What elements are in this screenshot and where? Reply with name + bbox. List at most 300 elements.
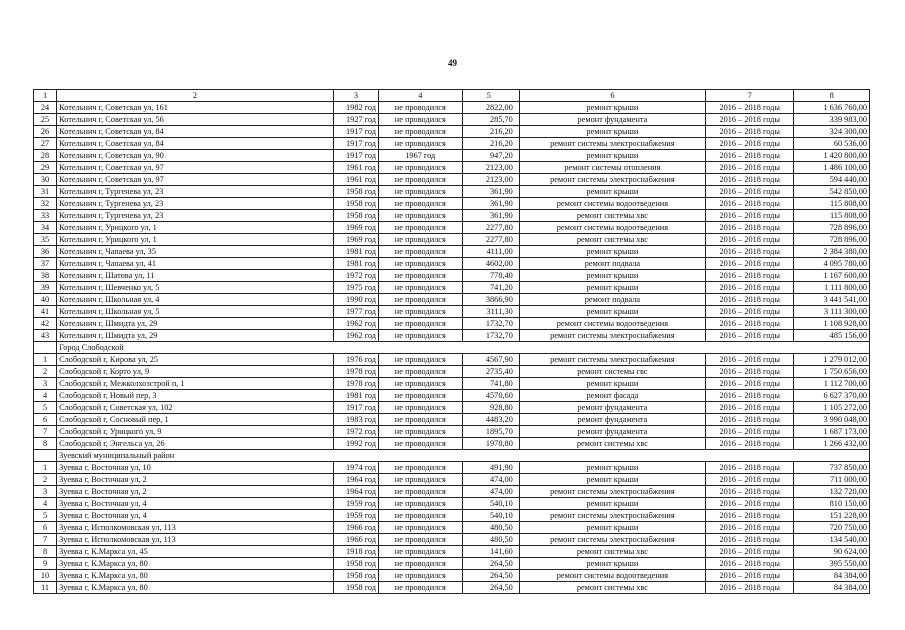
cell-repair-type: ремонт крыши [519,474,705,486]
cell-period: 2016 – 2018 годы [705,438,794,450]
cell-row-number: 33 [34,210,57,222]
table-row [34,474,870,486]
cell-address: Зуевка г, Восточная ул, 4 [57,498,334,510]
table-row [34,366,870,378]
cell-build-year: 1977 год [333,306,378,318]
cell-period: 2016 – 2018 годы [705,198,794,210]
cell-build-year: 1978 год [333,366,378,378]
cell-last-repair: не проводился [379,534,462,546]
cell-area: 285,70 [462,114,519,126]
cell-address: Котельнич г, Советская ул, 56 [57,114,334,126]
cell-area: 1732,70 [462,318,519,330]
table-row [34,546,870,558]
cell-last-repair: не проводился [379,390,462,402]
cell-address: Зуевка г, К.Маркса ул, 80 [57,570,334,582]
cell-build-year: 1981 год [333,390,378,402]
cell-area: 2123,00 [462,174,519,186]
cell-area: 778,40 [462,270,519,282]
cell-period: 2016 – 2018 годы [705,462,794,474]
cell-area: 540,10 [462,510,519,522]
cell-row-number: 31 [34,186,57,198]
cell-build-year: 1959 год [333,510,378,522]
cell-area: 4602,00 [462,258,519,270]
cell-row-number: 32 [34,198,57,210]
cell-last-repair: не проводился [379,546,462,558]
cell-build-year: 1969 год [333,222,378,234]
cell-repair-type: ремонт подвала [519,294,705,306]
cell-address: Котельнич г, Советская ул, 97 [57,174,334,186]
cell-area: 264,50 [462,582,519,594]
cell-row-number: 43 [34,330,57,342]
cell-period: 2016 – 2018 годы [705,186,794,198]
table-row [34,186,870,198]
column-header: 8 [794,90,870,102]
column-header: 7 [705,90,794,102]
cell-build-year: 1917 год [333,402,378,414]
cell-last-repair: не проводился [379,270,462,282]
cell-repair-type: ремонт системы хвс [519,210,705,222]
cell-address: Котельнич г, Тургенева ул, 23 [57,198,334,210]
cell-repair-type: ремонт системы водоотведения [519,570,705,582]
cell-area: 1895,70 [462,426,519,438]
cell-cost: 542 850,00 [794,186,870,198]
cell-area: 928,80 [462,402,519,414]
table-row [34,174,870,186]
cell-last-repair: не проводился [379,582,462,594]
cell-build-year: 1917 год [333,126,378,138]
table-row [34,138,870,150]
cell-area: 3866,90 [462,294,519,306]
cell-area: 2277,80 [462,234,519,246]
cell-build-year: 1964 год [333,486,378,498]
cell-repair-type: ремонт системы хвс [519,582,705,594]
cell-area: 4570,60 [462,390,519,402]
repair-registry-table [33,89,870,594]
cell-row-number: 8 [34,438,57,450]
cell-address: Зуевка г, К.Маркса ул, 80 [57,558,334,570]
cell-repair-type: ремонт системы хвс [519,438,705,450]
cell-row-number: 27 [34,138,57,150]
page-number: 49 [448,58,457,68]
table-row [34,126,870,138]
cell-cost: 84 384,00 [794,570,870,582]
cell-address: Слободской г, Новый пер, 3 [57,390,334,402]
cell-last-repair: не проводился [379,354,462,366]
empty-cell [34,342,57,354]
section-title: Город Слободской [57,342,870,354]
cell-period: 2016 – 2018 годы [705,390,794,402]
cell-repair-type: ремонт крыши [519,102,705,114]
cell-period: 2016 – 2018 годы [705,102,794,114]
cell-build-year: 1974 год [333,462,378,474]
cell-last-repair: не проводился [379,318,462,330]
cell-cost: 485 156,00 [794,330,870,342]
cell-period: 2016 – 2018 годы [705,498,794,510]
table-row [34,294,870,306]
cell-period: 2016 – 2018 годы [705,306,794,318]
cell-cost: 720 750,00 [794,522,870,534]
cell-cost: 395 550,00 [794,558,870,570]
cell-repair-type: ремонт крыши [519,246,705,258]
cell-address: Котельнич г, Школьная ул, 4 [57,294,334,306]
cell-area: 361,90 [462,210,519,222]
cell-build-year: 1981 год [333,246,378,258]
table-row [34,150,870,162]
cell-last-repair: не проводился [379,210,462,222]
table-row [34,498,870,510]
cell-repair-type: ремонт системы гвс [519,366,705,378]
cell-area: 3111,30 [462,306,519,318]
column-header: 3 [333,90,378,102]
cell-cost: 84 384,00 [794,582,870,594]
cell-row-number: 29 [34,162,57,174]
cell-row-number: 25 [34,114,57,126]
cell-cost: 1 486 100,00 [794,162,870,174]
cell-address: Котельнич г, Шевченко ул, 5 [57,282,334,294]
cell-period: 2016 – 2018 годы [705,534,794,546]
cell-repair-type: ремонт фасада [519,390,705,402]
cell-period: 2016 – 2018 годы [705,210,794,222]
table-row [34,318,870,330]
cell-address: Котельнич г, Урицкого ул, 1 [57,222,334,234]
cell-cost: 1 279 012,00 [794,354,870,366]
section-heading-row [34,450,870,462]
cell-address: Котельнич г, Урицкого ул, 1 [57,234,334,246]
cell-repair-type: ремонт системы электроснабжения [519,138,705,150]
cell-address: Слободской г, Советская ул, 102 [57,402,334,414]
cell-area: 4483,20 [462,414,519,426]
cell-build-year: 1964 год [333,474,378,486]
cell-period: 2016 – 2018 годы [705,474,794,486]
cell-build-year: 1962 год [333,330,378,342]
cell-address: Слободской г, Межколхозстрой п, 1 [57,378,334,390]
cell-build-year: 1983 год [333,414,378,426]
cell-repair-type: ремонт системы водоотведения [519,318,705,330]
cell-row-number: 1 [34,354,57,366]
cell-cost: 1 266 432,00 [794,438,870,450]
table-row [34,522,870,534]
cell-repair-type: ремонт системы электроснабжения [519,330,705,342]
cell-cost: 1 167 600,00 [794,270,870,282]
cell-row-number: 2 [34,474,57,486]
cell-address: Котельнич г, Шмидта ул, 29 [57,318,334,330]
cell-area: 741,80 [462,378,519,390]
column-header: 2 [57,90,334,102]
cell-period: 2016 – 2018 годы [705,510,794,522]
cell-last-repair: 1967 год [379,150,462,162]
cell-address: Зуевка г, К.Маркса ул, 45 [57,546,334,558]
cell-area: 2822,00 [462,102,519,114]
cell-row-number: 38 [34,270,57,282]
cell-cost: 594 440,00 [794,174,870,186]
cell-cost: 1 636 760,00 [794,102,870,114]
cell-row-number: 28 [34,150,57,162]
cell-last-repair: не проводился [379,186,462,198]
cell-address: Слободской г, Корто ул, 9 [57,366,334,378]
cell-area: 540,10 [462,498,519,510]
table-row [34,306,870,318]
cell-area: 480,50 [462,534,519,546]
cell-row-number: 35 [34,234,57,246]
cell-cost: 90 624,00 [794,546,870,558]
cell-last-repair: не проводился [379,198,462,210]
cell-address: Котельнич г, Тургенева ул, 23 [57,186,334,198]
cell-repair-type: ремонт системы водоотведения [519,222,705,234]
cell-row-number: 4 [34,390,57,402]
cell-period: 2016 – 2018 годы [705,378,794,390]
cell-build-year: 1958 год [333,210,378,222]
cell-cost: 134 540,00 [794,534,870,546]
table-body [34,90,870,594]
cell-last-repair: не проводился [379,366,462,378]
cell-repair-type: ремонт крыши [519,270,705,282]
table-row [34,222,870,234]
cell-repair-type: ремонт системы электроснабжения [519,486,705,498]
section-heading-row [34,342,870,354]
cell-area: 2277,80 [462,222,519,234]
cell-period: 2016 – 2018 годы [705,366,794,378]
cell-build-year: 1972 год [333,270,378,282]
cell-cost: 339 983,00 [794,114,870,126]
cell-address: Зуевка г, Восточная ул, 2 [57,486,334,498]
cell-row-number: 3 [34,486,57,498]
cell-row-number: 41 [34,306,57,318]
cell-last-repair: не проводился [379,522,462,534]
cell-repair-type: ремонт крыши [519,558,705,570]
cell-repair-type: ремонт системы электроснабжения [519,534,705,546]
cell-row-number: 7 [34,534,57,546]
cell-repair-type: ремонт крыши [519,498,705,510]
cell-build-year: 1918 год [333,546,378,558]
table-row [34,582,870,594]
cell-row-number: 26 [34,126,57,138]
cell-address: Котельнич г, Чапаева ул, 35 [57,246,334,258]
cell-address: Зуевка г, Исполкомовская ул, 113 [57,522,334,534]
cell-cost: 810 150,00 [794,498,870,510]
cell-repair-type: ремонт крыши [519,462,705,474]
table-row [34,570,870,582]
cell-period: 2016 – 2018 годы [705,246,794,258]
cell-cost: 1 750 656,00 [794,366,870,378]
cell-repair-type: ремонт крыши [519,150,705,162]
cell-build-year: 1990 год [333,294,378,306]
cell-last-repair: не проводился [379,246,462,258]
cell-period: 2016 – 2018 годы [705,402,794,414]
cell-period: 2016 – 2018 годы [705,174,794,186]
cell-repair-type: ремонт крыши [519,186,705,198]
cell-area: 216,20 [462,138,519,150]
empty-cell [34,450,57,462]
table-row [34,234,870,246]
column-number-row [34,90,870,102]
cell-period: 2016 – 2018 годы [705,582,794,594]
cell-last-repair: не проводился [379,378,462,390]
cell-area: 491,90 [462,462,519,474]
cell-area: 1978,80 [462,438,519,450]
cell-repair-type: ремонт фундамента [519,114,705,126]
table-row [34,402,870,414]
cell-last-repair: не проводился [379,510,462,522]
cell-row-number: 4 [34,498,57,510]
cell-period: 2016 – 2018 годы [705,162,794,174]
cell-address: Слободской г, Энгельса ул, 26 [57,438,334,450]
cell-repair-type: ремонт системы электроснабжения [519,174,705,186]
cell-address: Котельнич г, Шатова ул, 11 [57,270,334,282]
cell-area: 1732,70 [462,330,519,342]
cell-repair-type: ремонт фундамента [519,426,705,438]
cell-build-year: 1958 год [333,570,378,582]
cell-row-number: 36 [34,246,57,258]
cell-build-year: 1966 год [333,522,378,534]
cell-period: 2016 – 2018 годы [705,414,794,426]
cell-address: Слободской г, Урицкого ул, 9 [57,426,334,438]
cell-repair-type: ремонт крыши [519,378,705,390]
cell-cost: 6 627 370,00 [794,390,870,402]
cell-cost: 115 808,00 [794,198,870,210]
cell-cost: 151 228,00 [794,510,870,522]
cell-period: 2016 – 2018 годы [705,138,794,150]
cell-row-number: 34 [34,222,57,234]
cell-row-number: 3 [34,378,57,390]
cell-cost: 1 420 800,00 [794,150,870,162]
cell-cost: 3 441 541,00 [794,294,870,306]
cell-area: 264,50 [462,558,519,570]
cell-last-repair: не проводился [379,234,462,246]
cell-period: 2016 – 2018 годы [705,258,794,270]
column-header: 6 [519,90,705,102]
cell-period: 2016 – 2018 годы [705,558,794,570]
cell-build-year: 1958 год [333,582,378,594]
cell-address: Котельнич г, Шмидта ул, 29 [57,330,334,342]
cell-address: Слободской г, Кирова ул, 25 [57,354,334,366]
cell-row-number: 8 [34,546,57,558]
cell-address: Котельнич г, Школьная ул, 5 [57,306,334,318]
cell-row-number: 11 [34,582,57,594]
table-row [34,390,870,402]
cell-cost: 1 112 700,00 [794,378,870,390]
cell-last-repair: не проводился [379,126,462,138]
cell-period: 2016 – 2018 годы [705,546,794,558]
cell-row-number: 30 [34,174,57,186]
cell-last-repair: не проводился [379,474,462,486]
cell-row-number: 9 [34,558,57,570]
column-header: 4 [379,90,462,102]
cell-repair-type: ремонт подвала [519,258,705,270]
cell-last-repair: не проводился [379,162,462,174]
cell-address: Зуевка г, К.Маркса ул, 80 [57,582,334,594]
table-row [34,246,870,258]
cell-cost: 132 720,00 [794,486,870,498]
cell-repair-type: ремонт системы хвс [519,546,705,558]
cell-period: 2016 – 2018 годы [705,282,794,294]
cell-area: 741,20 [462,282,519,294]
cell-cost: 711 000,00 [794,474,870,486]
cell-last-repair: не проводился [379,438,462,450]
cell-repair-type: ремонт крыши [519,306,705,318]
cell-area: 361,90 [462,198,519,210]
cell-repair-type: ремонт фундамента [519,402,705,414]
cell-area: 474,00 [462,486,519,498]
cell-row-number: 24 [34,102,57,114]
cell-period: 2016 – 2018 годы [705,126,794,138]
cell-address: Зуевка г, Восточная ул, 2 [57,474,334,486]
table-row [34,270,870,282]
cell-cost: 1 111 800,00 [794,282,870,294]
cell-repair-type: ремонт системы отопления [519,162,705,174]
cell-address: Зуевка г, Исполкомовская ул, 113 [57,534,334,546]
cell-period: 2016 – 2018 годы [705,486,794,498]
cell-build-year: 1969 год [333,234,378,246]
cell-build-year: 1975 год [333,282,378,294]
table-row [34,510,870,522]
cell-period: 2016 – 2018 годы [705,354,794,366]
cell-repair-type: ремонт системы электроснабжения [519,354,705,366]
cell-build-year: 1958 год [333,186,378,198]
cell-last-repair: не проводился [379,222,462,234]
table-row [34,462,870,474]
cell-cost: 737 850,00 [794,462,870,474]
cell-row-number: 5 [34,510,57,522]
cell-last-repair: не проводился [379,174,462,186]
cell-last-repair: не проводился [379,330,462,342]
cell-build-year: 1992 год [333,438,378,450]
table-row [34,282,870,294]
cell-repair-type: ремонт системы электроснабжения [519,510,705,522]
cell-period: 2016 – 2018 годы [705,330,794,342]
cell-repair-type: ремонт фундамента [519,414,705,426]
table-row [34,558,870,570]
cell-cost: 324 300,00 [794,126,870,138]
cell-address: Котельнич г, Советская ул, 161 [57,102,334,114]
cell-period: 2016 – 2018 годы [705,294,794,306]
cell-last-repair: не проводился [379,282,462,294]
cell-last-repair: не проводился [379,258,462,270]
cell-repair-type: ремонт крыши [519,126,705,138]
cell-row-number: 1 [34,462,57,474]
cell-last-repair: не проводился [379,498,462,510]
cell-last-repair: не проводился [379,426,462,438]
cell-cost: 1 687 173,00 [794,426,870,438]
cell-row-number: 37 [34,258,57,270]
cell-period: 2016 – 2018 годы [705,234,794,246]
cell-row-number: 39 [34,282,57,294]
table-row [34,378,870,390]
cell-area: 474,00 [462,474,519,486]
cell-address: Котельнич г, Советская ул, 84 [57,126,334,138]
cell-period: 2016 – 2018 годы [705,426,794,438]
cell-row-number: 5 [34,402,57,414]
cell-period: 2016 – 2018 годы [705,270,794,282]
cell-last-repair: не проводился [379,414,462,426]
cell-area: 4111,00 [462,246,519,258]
cell-cost: 3 111 300,00 [794,306,870,318]
cell-cost: 1 105 272,00 [794,402,870,414]
cell-build-year: 1966 год [333,534,378,546]
table-row [34,114,870,126]
table-row [34,258,870,270]
cell-address: Слободской г, Сосновый пер, 1 [57,414,334,426]
cell-build-year: 1959 год [333,498,378,510]
table-row [34,486,870,498]
cell-address: Зуевка г, Восточная ул, 10 [57,462,334,474]
cell-cost: 4 095 780,00 [794,258,870,270]
cell-row-number: 6 [34,414,57,426]
column-header: 1 [34,90,57,102]
cell-repair-type: ремонт системы хвс [519,234,705,246]
cell-period: 2016 – 2018 годы [705,318,794,330]
cell-build-year: 1976 год [333,354,378,366]
cell-row-number: 40 [34,294,57,306]
